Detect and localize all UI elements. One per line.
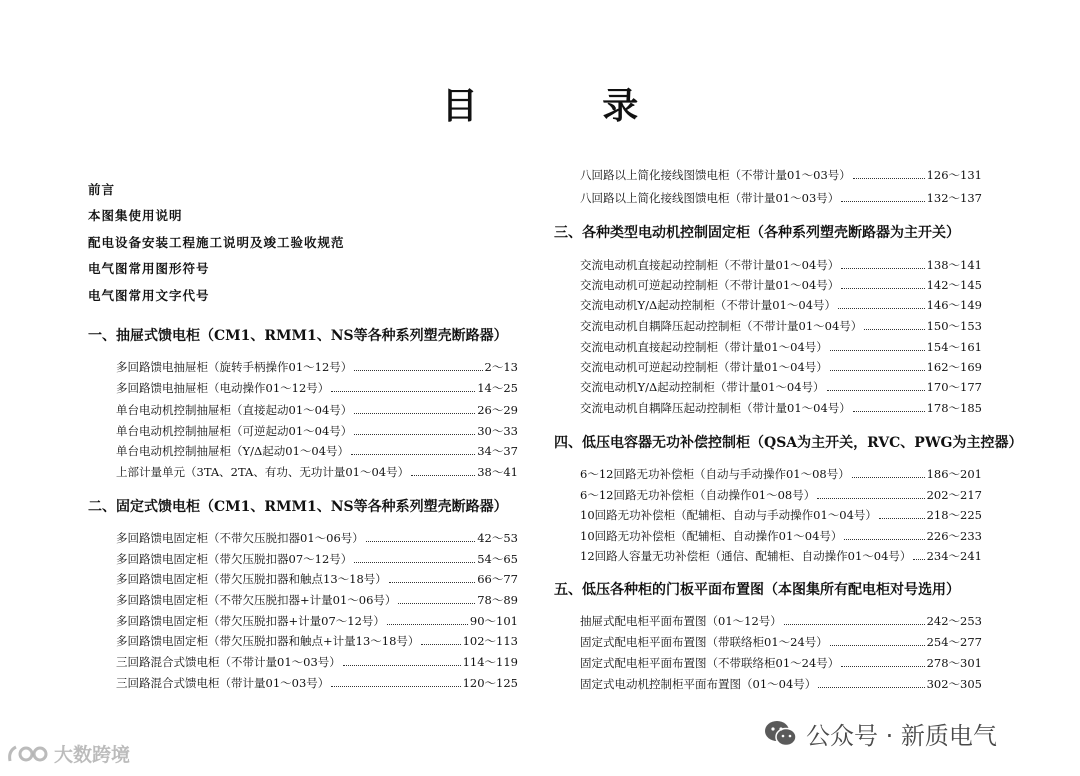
wechat-watermark [764,716,997,751]
toc-entry[interactable]: 多回路馈电固定柜（带欠压脱扣器和触点+计量13～18号） 102～113 [116,634,518,648]
front-item-spec: 配电设备安装工程施工说明及竣工验收规范 [88,235,345,250]
section-heading-4: 四、低压电容器无功补偿控制柜（QSA为主开关，RVC、PWG为主控器） [554,435,1023,451]
toc-entry[interactable]: 多回路馈电固定柜（不带欠压脱扣器01～06号） 42～53 [116,531,518,545]
brand-logo-icon [6,741,50,767]
toc-entry[interactable]: 6～12回路无功补偿柜（自动操作01～08号） 202～217 [580,488,982,502]
toc-entry[interactable]: 八回路以上简化接线图馈电柜（不带计量01～03号） 126～131 [580,168,982,182]
brand-watermark [6,740,130,767]
section-heading-3: 三、各种类型电动机控制固定柜（各种系列塑壳断路器为主开关） [554,225,960,241]
toc-entry[interactable]: 固定式电动机控制柜平面布置图（01～04号） 302～305 [580,677,982,691]
toc-entry[interactable]: 交流电动机直接起动控制柜（不带计量01～04号） 138～141 [580,258,982,272]
toc-entry[interactable]: 交流电动机自耦降压起动控制柜（带计量01～04号） 178～185 [580,401,982,415]
section-heading-2: 二、固定式馈电柜（CM1、RMM1、NS等各种系列塑壳断路器） [88,499,508,515]
toc-entry[interactable]: 交流电动机可逆起动控制柜（带计量01～04号） 162～169 [580,360,982,374]
front-item-preface: 前言 [88,182,116,197]
toc-entry[interactable]: 多回路馈电固定柜（带欠压脱扣器07～12号） 54～65 [116,552,518,566]
toc-entry[interactable]: 单台电动机控制抽屉柜（直接起动01～04号） 26～29 [116,403,518,417]
toc-entry[interactable]: 上部计量单元（3TA、2TA、有功、无功计量01～04号） 38～41 [116,465,518,479]
toc-entry[interactable]: 交流电动机Y/Δ起动控制柜（不带计量01～04号） 146～149 [580,298,982,312]
toc-entry[interactable]: 6～12回路无功补偿柜（自动与手动操作01～08号） 186～201 [580,467,982,481]
wechat-icon [764,719,798,749]
toc-entry[interactable]: 三回路混合式馈电柜（不带计量01～03号） 114～119 [116,655,518,669]
toc-entry[interactable]: 交流电动机自耦降压起动控制柜（不带计量01～04号） 150～153 [580,319,982,333]
toc-entry[interactable]: 单台电动机控制抽屉柜（Y/Δ起动01～04号） 34～37 [116,444,518,458]
front-item-symbols: 电气图常用图形符号 [88,261,210,276]
toc-entry[interactable]: 12回路人容量无功补偿柜（通信、配辅柜、自动操作01～04号） 234～241 [580,549,982,563]
toc-entry[interactable]: 抽屉式配电柜平面布置图（01～12号） 242～253 [580,614,982,628]
toc-entry[interactable]: 多回路馈电固定柜（不带欠压脱扣器+计量01～06号） 78～89 [116,593,518,607]
toc-entry[interactable]: 多回路馈电抽屉柜（旋转手柄操作01～12号） 2～13 [116,360,518,374]
watermark-text: 公众号 · 新质电气 [806,722,997,750]
toc-entry[interactable]: 多回路馈电固定柜（带欠压脱扣器和触点13～18号） 66～77 [116,572,518,586]
toc-entry[interactable]: 多回路馈电抽屉柜（电动操作01～12号） 14～25 [116,381,518,395]
toc-entry[interactable]: 交流电动机Y/Δ起动控制柜（带计量01～04号） 170～177 [580,380,982,394]
toc-entry[interactable]: 10回路无功补偿柜（配辅柜、自动与手动操作01～04号） 218～225 [580,508,982,522]
toc-entry[interactable]: 三回路混合式馈电柜（带计量01～03号） 120～125 [116,676,518,690]
front-item-usage: 本图集使用说明 [88,208,183,223]
toc-entry[interactable]: 10回路无功补偿柜（配辅柜、自动操作01～04号） 226～233 [580,529,982,543]
toc-entry[interactable]: 固定式配电柜平面布置图（不带联络柜01～24号） 278～301 [580,656,982,670]
toc-entry[interactable]: 交流电动机可逆起动控制柜（不带计量01～04号） 142～145 [580,278,982,292]
front-item-codes: 电气图常用文字代号 [88,288,210,303]
section-heading-5: 五、低压各种柜的门板平面布置图（本图集所有配电柜对号选用） [554,582,960,598]
section-heading-1: 一、抽屉式馈电柜（CM1、RMM1、NS等各种系列塑壳断路器） [88,328,508,344]
toc-entry[interactable]: 单台电动机控制抽屉柜（可逆起动01～04号） 30～33 [116,424,518,438]
toc-entry[interactable]: 多回路馈电固定柜（带欠压脱扣器+计量07～12号） 90～101 [116,614,518,628]
toc-entry[interactable]: 交流电动机直接起动控制柜（带计量01～04号） 154～161 [580,340,982,354]
brand-watermark-text: 大数跨境 [54,744,131,766]
toc-entry[interactable]: 固定式配电柜平面布置图（带联络柜01～24号） 254～277 [580,635,982,649]
toc-entry[interactable]: 八回路以上简化接线图馈电柜（带计量01～03号） 132～137 [580,191,982,205]
page-title: 目 录 [441,85,695,127]
